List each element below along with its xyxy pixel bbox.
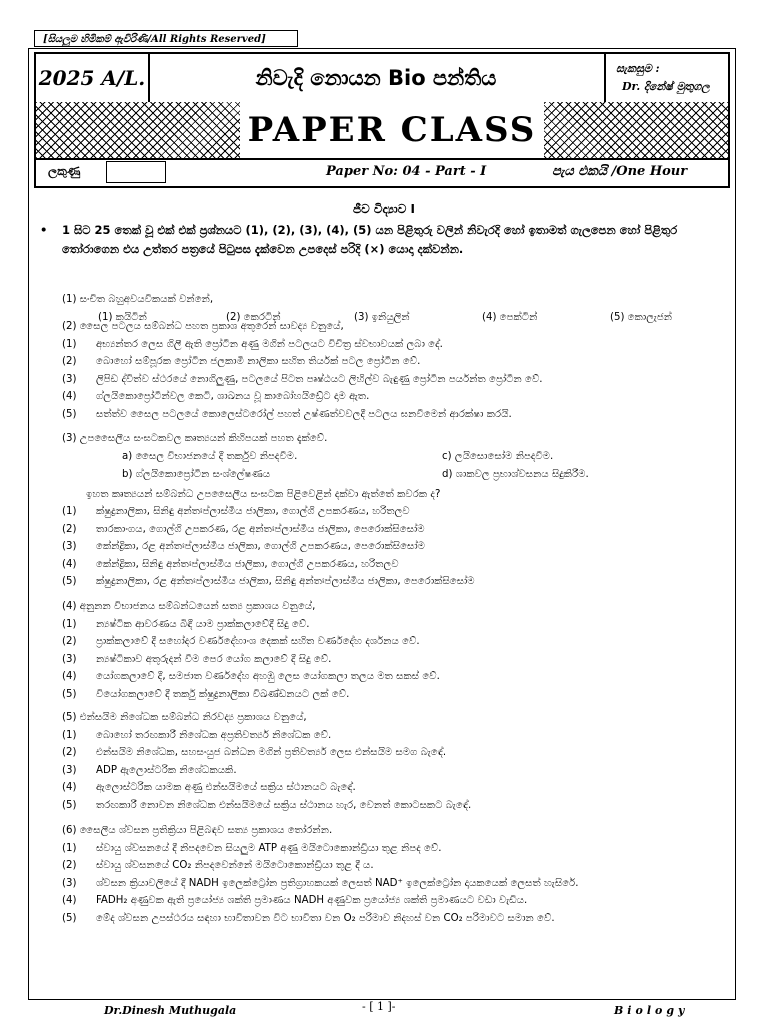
footer-subject: Biology [614, 1004, 689, 1017]
option: (4) යෝගකලාවේ දී, සමජාත වර්ණදේහ අහඹු ලෙස යෝගකලා තලය මත සකස් වේ. [62, 671, 440, 682]
footer-author: Dr.Dinesh Muthugala [104, 1004, 237, 1017]
option: (5) මේද ශ්වසන උපස්ථරය සඳහා භාවිතාවන විට භාවිතා වන O₂ පරිමාව නිදහස් වන CO₂ පරිමාවට සමාන වේ. [62, 912, 555, 924]
question-stem: සෛලීය ශ්වසන ප්‍රතික්‍රියා පිළිබඳව සත්‍ය ප්‍රකාශය තෝරන්න. [79, 825, 333, 836]
question-substem: ඉහත කෘත්‍යයන් සම්බන්ධ උපසෛලීය සංඝටක පිළිවෙළින් දක්වා ඇත්තේ කවරක ද? [86, 488, 441, 500]
paper-class-banner: PAPER CLASS [240, 102, 544, 158]
header-row-top [36, 54, 728, 103]
option: (1) න්‍යෂ්ටික ආවරණය බිඳී යාම ප්‍රාක්කලාවේදී සිදු වේ. [62, 618, 310, 630]
option: (3) ශ්වසන ක්‍රියාවලියේ දී NADH ඉලෙක්ට්‍රෝන ප්‍රතිග්‍රාහකයක් ලෙසත් NAD⁺ ඉලෙක්ට්‍රෝන දායකයෙක් ලෙසත් හැසිරේ. [62, 877, 579, 889]
question-4 [62, 598, 722, 703]
paper-number: Paper No: 04 - Part - I [326, 164, 487, 179]
instructions [40, 221, 720, 259]
option: (4) ඇලොස්ටරික යාමක අණු එන්සයිමයේ සක්‍රිය ස්ථානයට බැඳේ. [62, 782, 356, 793]
question-stem: එන්සයිම නිශේධක සම්බන්ධ නිරවද්‍ය ප්‍රකාශය වනුයේ, [79, 712, 307, 723]
option: (5) සත්ත්ව සෛල පටලයේ කොලෙස්ටරෝල් පහත් උෂ්ණත්වවලදී පටලය ඝනවීමෙන් ආරක්ෂා කරයි. [62, 408, 512, 420]
question-2 [62, 318, 722, 423]
option: (4) කේන්ද්‍රිකා, සිනිඳු අන්තඃප්ලාස්මීය ජාලිකා, ගොල්ගි උපකරණය, හරිතලව [62, 558, 399, 570]
option: (1) ක්ෂුද්‍රනාලිකා, සිනිඳු අන්තඃප්ලාස්මීය ජාලිකා, ගොල්ගි උපකරණය, හරිතලව [62, 506, 410, 517]
option: (5) ක්ෂුද්‍රනාලිකා, රළ අන්තඃප්ලාස්මීය ජාලිකා, සිනිඳු අන්තඃප්ලාස්මීය ජාලිකා, පෙරොක්සිසෝම [62, 576, 475, 587]
subject-heading: ජීව විද්‍යාව I [352, 202, 416, 216]
page-number: - [ 1 ]- [362, 1000, 396, 1013]
question-number: (6) [62, 825, 77, 836]
option: (5) තරඟකාරී නොවන නිශේධක එන්සයිමයේ සක්‍රිය ස්ථානය හැර, වෙනත් කොටසකට බැඳේ. [62, 799, 472, 811]
class-title: නිවැදි නොයන Bio පන්තිය [255, 66, 497, 90]
option: (3) ඉනියුලින් [354, 311, 410, 323]
option: (1) ස්වායු ශ්වසනයේ දී නිපදවෙන සියලුම ATP අණු මයිටොකොන්ඩ්‍රියා තුළ නිපද වේ. [62, 842, 442, 854]
bullet-icon: • [40, 223, 48, 237]
question-stem: සංචිත බහුඅවයවිකයක් වන්නේ, [79, 294, 214, 305]
question-5 [62, 709, 722, 814]
option: (1) අභ්‍යන්තර ලෙස ගිලී ඇති ප්‍රෝටීන අණු මගින් පටලයට විචිත්‍ර ස්වභාවයක් ලබා දේ. [62, 338, 443, 350]
question-number: (4) [62, 601, 77, 612]
option: (2) බොහෝ සම්පූරක ප්‍රෝටීන ජලකාමී නාලිකා සහිත තිර්යක් පටල ප්‍රෝටීන වේ. [62, 356, 421, 367]
option: (3) ADP ඇලොස්ටරික නිශේධකයකි. [62, 764, 237, 776]
option: (4) ග්ලයිකොප්‍රෝටීන්වල කෙටි, ශාඛනය වූ කාබෝහයිඩ්‍රේට දාම ඇත. [62, 391, 370, 402]
option: (5) කොලැජන් [610, 311, 673, 323]
option: (3) කේන්ද්‍රිකා, රළ අන්තඃප්ලාස්මීය ජාලිකා, ගොල්ගි උපකරණය, පෙරොක්සිසෝම [62, 541, 426, 552]
statement: d) ශාකවල ප්‍රභාශ්වසනය සිදුකිරීම. [442, 468, 589, 480]
duration: පැය එකයි /One Hour [552, 164, 688, 179]
exam-year: 2025 A/L. [36, 54, 150, 102]
statement: b) ග්ලයිකොප්‍රෝටීන සංශ්ලේෂණය [122, 468, 271, 480]
compiler-name: Dr. දිනේෂ් මුතුගල [622, 80, 710, 93]
copyright-notice: [සියලුම හිමිකම් ඇවිරිණි/All Rights Reserved] [34, 30, 298, 47]
question-stem: උපසෛලීය සංඝටකවල කෘත්‍යයන් කිහිපයක් පහත දැක්වේ. [79, 433, 328, 444]
question-3 [62, 430, 722, 591]
question-number: (1) [62, 294, 77, 305]
index-number-box[interactable] [106, 161, 166, 183]
question-number: (3) [62, 433, 77, 444]
option: (3) ලිපිඩ ද්විත්ව ස්ථරයේ නොගිලුණු, පටලයේ පිටත පෘෂ්ඨයට ලිහිල්ව බැඳුණු ප්‍රෝටීන පර්යන්ත ප්‍රෝටීන වේ. [62, 373, 543, 385]
question-6 [62, 822, 722, 927]
option: (4) පෙක්ටින් [482, 311, 538, 323]
statement: a) සෛල විභාජනයේ දී තර්කුව නිපදවීම. [122, 450, 298, 462]
question-number: (5) [62, 712, 77, 723]
option: (2) කෙරටින් [226, 311, 281, 323]
option: (3) න්‍යෂ්ටිකාව අතුරුදන් වීම පෙර යෝග කලාවේ දී සිදු වේ. [62, 653, 332, 665]
banner-row [36, 102, 728, 160]
option: (2) තාරකාංගය, ගොල්ගි උපකරණ, රළ අන්තඃප්ලාස්මීය ජාලිකා, පෙරොක්සිසෝම [62, 523, 425, 535]
option: (1) බොහෝ තරඟකාරී නිශේධක අප්‍රතිවර්ත්‍ය නිශේධක වේ. [62, 729, 332, 741]
header-box [34, 52, 730, 188]
option: (2) ස්වායු ශ්වසනයේ CO₂ නිපදවෙන්නේ මයිටොකොන්ඩ්‍රියා තුළ දී ය. [62, 860, 374, 871]
option: (2) එන්සයිම නිශේධක, සහසංයුජ බන්ධන මගින් ප්‍රතිවර්ත්‍ය ලෙස එන්සයිම සමග බැඳේ. [62, 747, 447, 758]
option: (1) කයිටින් [98, 311, 147, 323]
header-row-bottom [36, 158, 728, 186]
statement: c) ලයිසොසෝම නිපදවීම. [442, 450, 554, 462]
question-stem: සෛල පටලය සම්බන්ධ පහත ප්‍රකාශ අතුරෙන් සාවද්‍ය වනුයේ, [79, 321, 344, 332]
question-number: (2) [62, 321, 77, 332]
instruction-text: 1 සිට 25 තෙක් වූ එක් එක් ප්‍රශ්නයට (1), (2), (3), (4), (5) යන පිළිතුරු වලින් නිවැරදි හෝ ඉතාමත් ගැලපෙන හෝ පිළිතුර තෝරාගෙන එය උත්තර පත්‍රයේ පිටුපස දැක්වෙන උපදෙස් පරිදි (×) යොදා දක්වන්න. [62, 223, 678, 256]
index-label: ලකුණු [48, 164, 81, 178]
compiled-label: සැකසුම : [616, 62, 660, 75]
option: (5) වියෝගකලාවේ දී තර්කු ක්ෂුද්‍රනාලිකා විඛණ්ඩනයට ලක් වේ. [62, 688, 350, 700]
question-stem: අනුනන විභාජනය සම්බන්ධයෙන් සත්‍ය ප්‍රකාශය වනුයේ, [79, 601, 316, 612]
compiled-by [604, 54, 730, 102]
option: (2) ප්‍රාක්කලාවේ දී සහෝදර වර්ණදේහාංශ දෙකක් සහිත වර්ණදේහ දර්ශනය වේ. [62, 636, 420, 647]
statement-grid [62, 448, 722, 486]
option: (4) FADH₂ අණුවක ඇති ප්‍රයෝජ්‍ය ශක්ති ප්‍රමාණය NADH අණුවක ප්‍රයෝජ්‍ය ශක්ති ප්‍රමාණයට වඩා වැඩිය. [62, 895, 528, 906]
